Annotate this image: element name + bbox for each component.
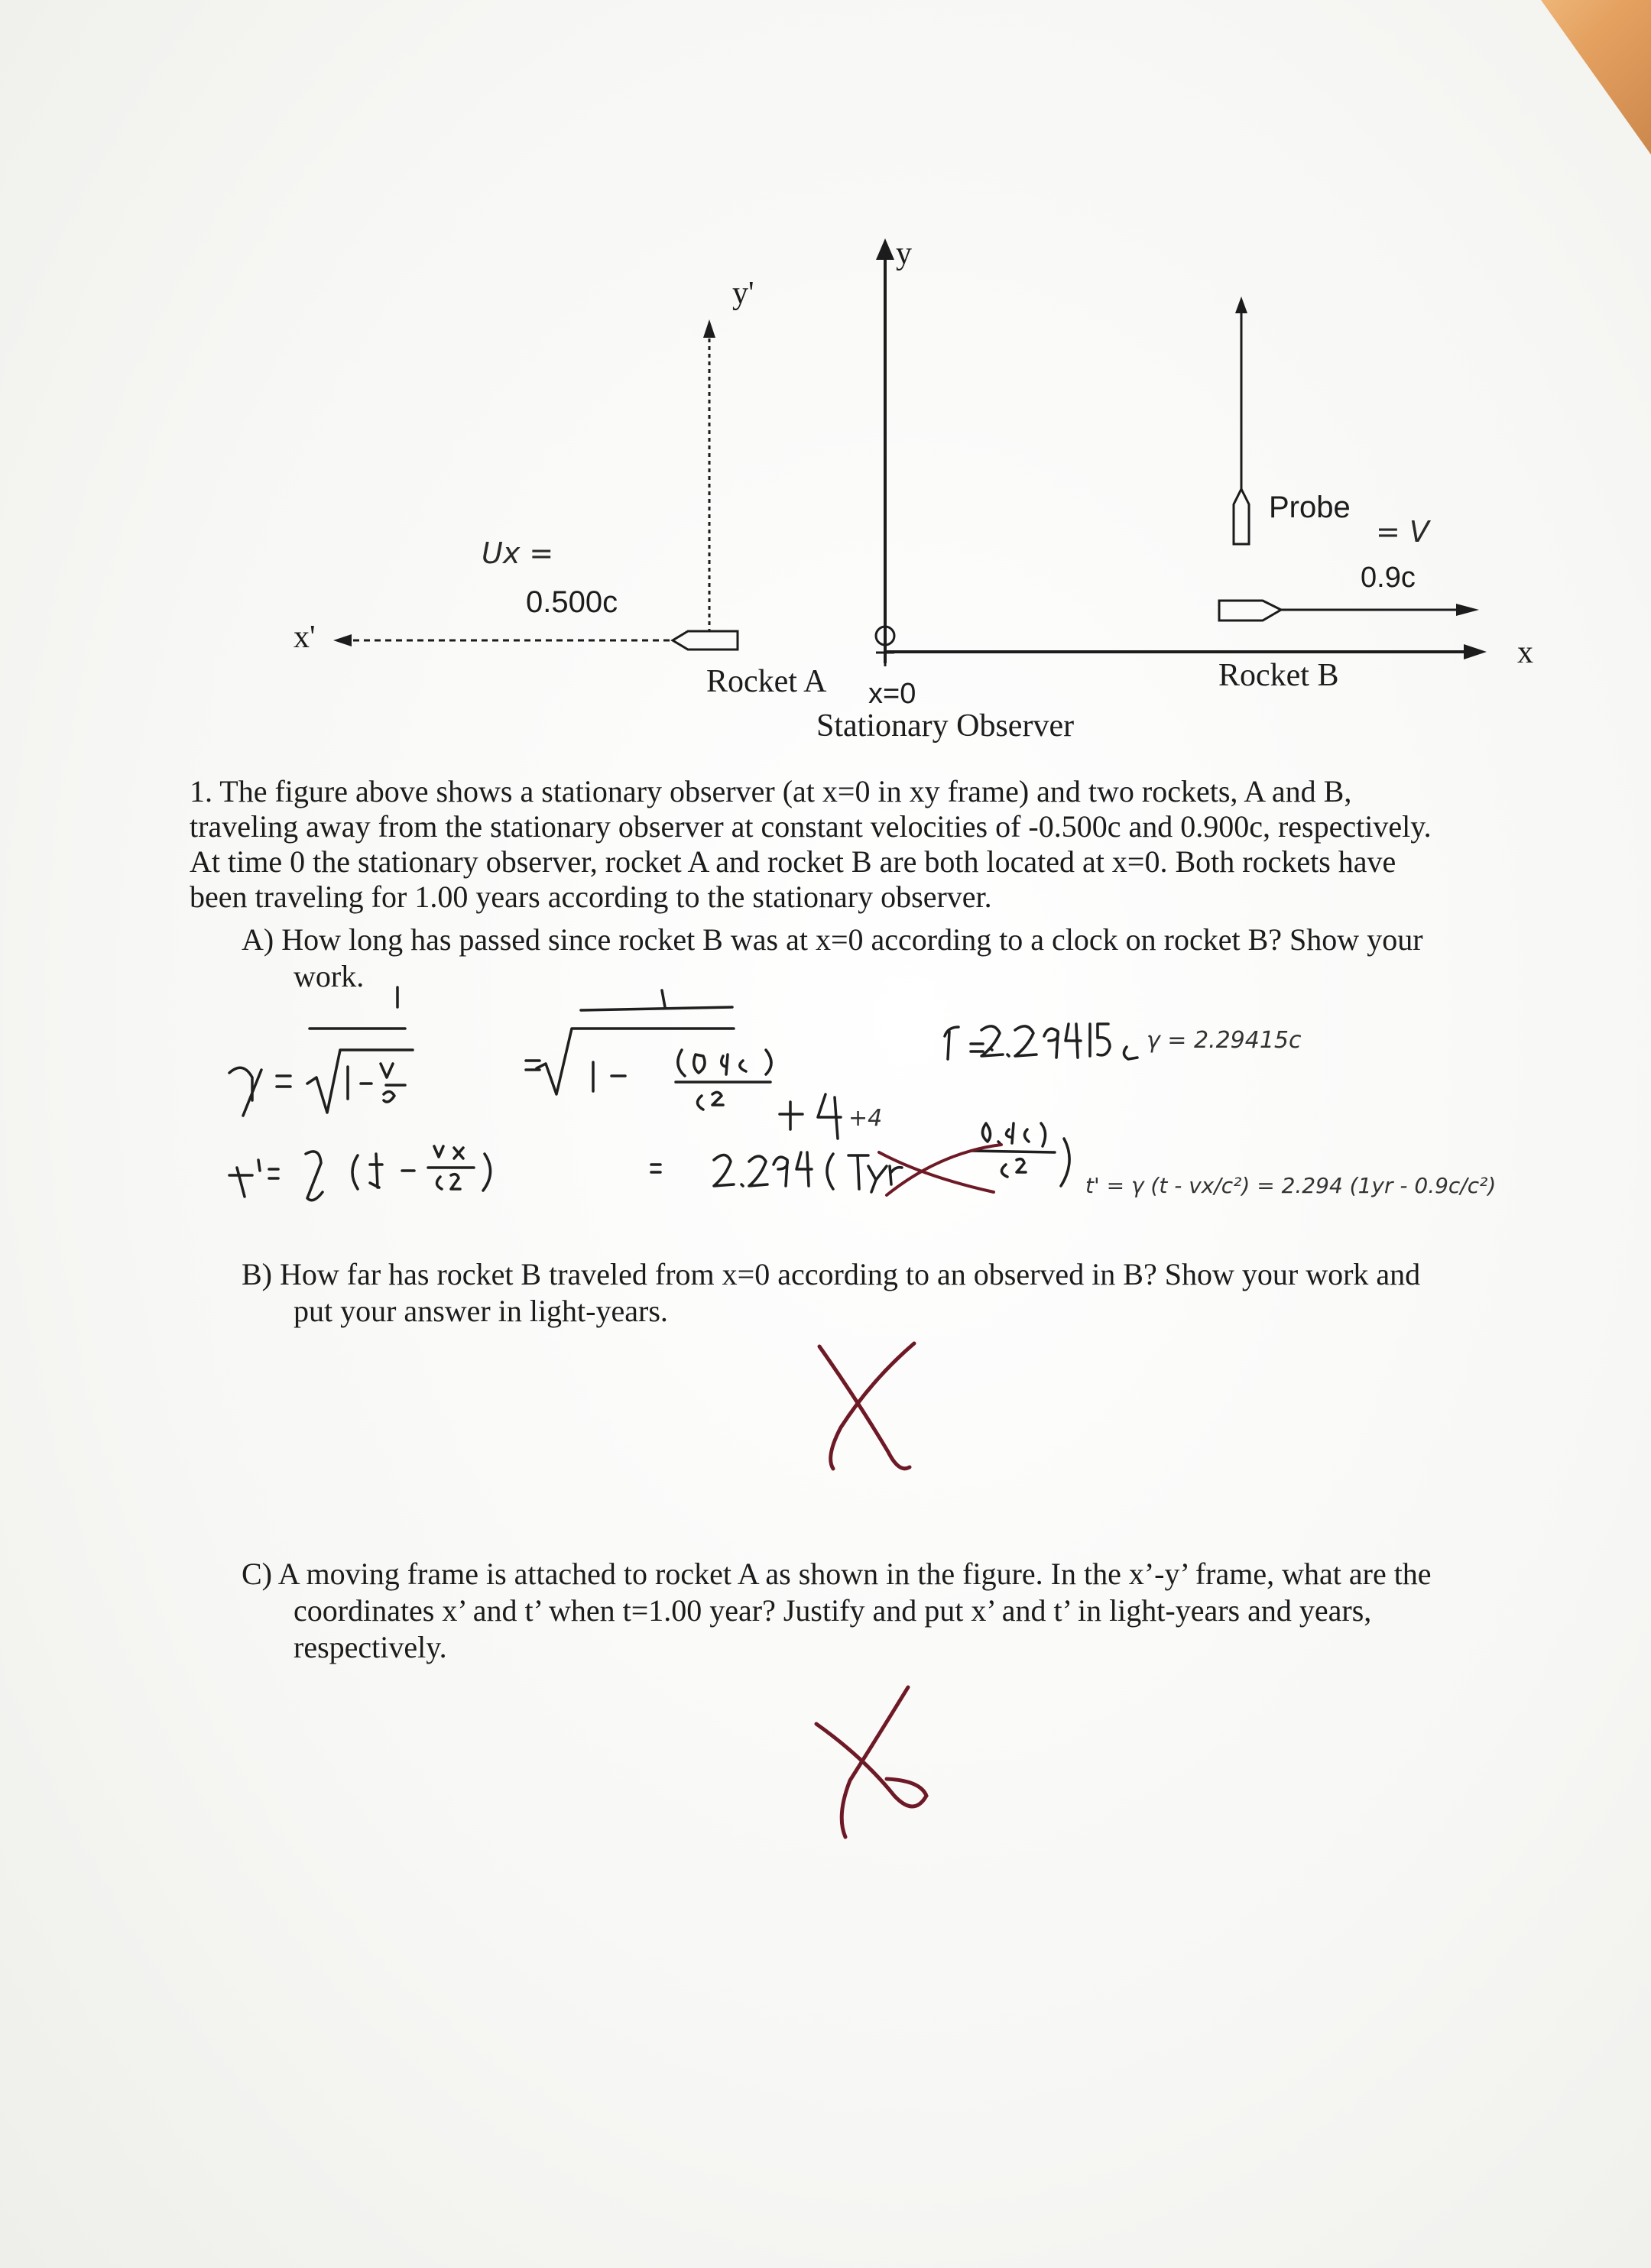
part-c-line: coordinates x’ and t’ when t=1.00 year? Justify and put x’ and t’ in light-years and years,	[294, 1593, 1372, 1628]
x-axis-label: x	[1517, 635, 1533, 670]
v-note: = V	[1376, 515, 1429, 549]
y-prime-arrowhead	[703, 319, 715, 338]
red-x-part-c-stroke-2	[842, 1687, 908, 1837]
stem-line: traveling away from the stationary observer at constant velocities of -0.500c and 0.900c, respectively.	[190, 809, 1432, 844]
rocket-a-icon	[673, 631, 738, 650]
x-prime-axis-label: x'	[294, 620, 316, 655]
rocket-b-velocity: 0.9c	[1361, 562, 1416, 594]
gamma-result-note: γ = 2.29415c	[1147, 1027, 1302, 1054]
rocket-b-label: Rocket B	[1218, 658, 1339, 693]
handwritten-work	[229, 987, 1137, 1200]
gamma-symbol-hw	[229, 1068, 261, 1116]
plus-four-note: +4	[848, 1105, 883, 1132]
probe-arrowhead	[1235, 296, 1247, 313]
x-axis-arrowhead	[1464, 644, 1487, 659]
rocket-b-arrowhead	[1456, 604, 1479, 616]
lorentz-time-note: t' = γ (t - vx/c²) = 2.294 (1yr - 0.9c/c²)	[1085, 1173, 1497, 1198]
observer-label: Stationary Observer	[816, 708, 1075, 744]
probe-icon	[1234, 489, 1249, 544]
part-b-line: put your answer in light-years.	[294, 1294, 668, 1328]
stem-line: been traveling for 1.00 years according to the stationary observer.	[190, 880, 992, 914]
part-c-line: C) A moving frame is attached to rocket A as shown in the figure. In the x’-y’ frame, what are the	[242, 1557, 1432, 1591]
rocket-a-velocity: 0.500c	[526, 585, 618, 619]
probe-label: Probe	[1269, 491, 1351, 524]
rocket-b-icon	[1219, 601, 1281, 620]
red-x-part-c-stroke-1	[816, 1724, 926, 1806]
stem-line: At time 0 the stationary observer, rocket A and rocket B are both located at x=0. Both rockets have	[190, 844, 1396, 879]
ux-note: Ux =	[482, 536, 554, 570]
rocket-a-label: Rocket A	[706, 664, 827, 699]
y-axis-label: y	[896, 236, 912, 271]
x-prime-arrowhead	[333, 634, 352, 646]
part-a-line: A) How long has passed since rocket B was at x=0 according to a clock on rocket B? Show your	[242, 922, 1423, 957]
part-c-line: respectively.	[294, 1630, 447, 1664]
y-prime-axis-label: y'	[732, 276, 754, 311]
origin-label: x=0	[868, 678, 916, 710]
part-a-line: work.	[294, 959, 365, 993]
stem-line: 1. The figure above shows a stationary observer (at x=0 in xy frame) and two rockets, A and B,	[190, 774, 1352, 808]
y-axis-arrowhead	[876, 238, 894, 260]
red-x-part-b-stroke-2	[831, 1343, 914, 1469]
part-b-line: B) How far has rocket B traveled from x=0 according to an observed in B? Show your work and	[242, 1257, 1421, 1291]
